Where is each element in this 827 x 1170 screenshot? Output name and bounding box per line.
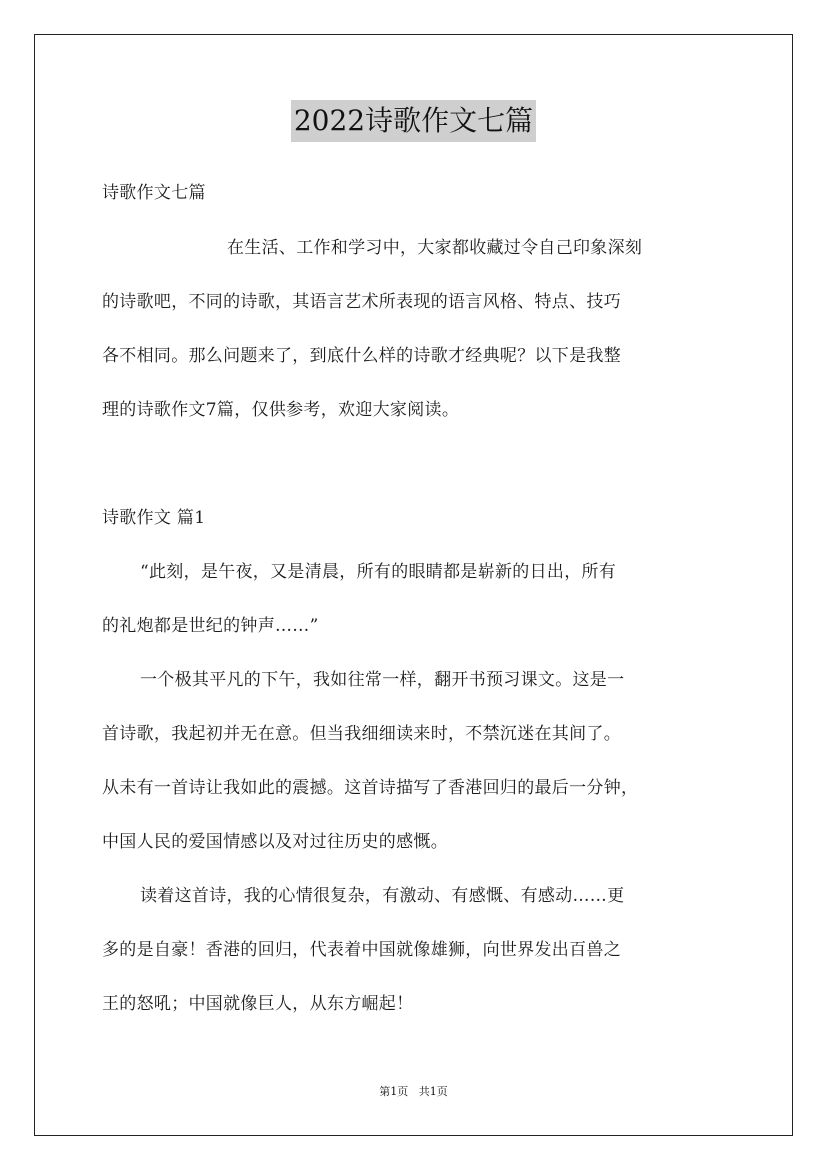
intro-line-2: 的诗歌吧，不同的诗歌，其语言艺术所表现的语言风格、特点、技巧 [102,292,621,312]
intro-line-3: 各不相同。那么问题来了，到底什么样的诗歌才经典呢？以下是我整 [102,346,621,366]
paragraph3-line-2: 多的是自豪！香港的回归，代表着中国就像雄狮，向世界发出百兽之 [102,940,621,960]
paragraph2-line-4: 中国人民的爱国情感以及对过往历史的感慨。 [102,832,448,852]
paragraph1-line-2: 的礼炮都是世纪的钟声……” [102,616,319,636]
paragraph2-line-3: 从未有一首诗让我如此的震撼。这首诗描写了香港回归的最后一分钟， [102,778,639,798]
section-heading: 诗歌作文 篇1 [102,508,206,528]
intro-line-4: 理的诗歌作文7篇，仅供参考，欢迎大家阅读。 [102,400,460,420]
paragraph1-line-1: “此刻，是午夜，又是清晨，所有的眼睛都是崭新的日出，所有 [140,562,617,582]
page-number: 第1页 [379,1085,409,1098]
document-title: 2022诗歌作文七篇 [291,100,536,142]
page-footer [0,1084,827,1100]
page-total: 共1页 [418,1085,448,1098]
paragraph3-line-1: 读着这首诗，我的心情很复杂，有激动、有感慨、有感动……更 [140,886,625,906]
paragraph3-line-3: 王的怒吼；中国就像巨人，从东方崛起！ [102,994,414,1014]
paragraph2-line-2: 首诗歌，我起初并无在意。但当我细细读来时，不禁沉迷在其间了。 [102,724,621,744]
intro-line-1: 在生活、工作和学习中，大家都收藏过令自己印象深刻 [227,238,643,258]
title-container [0,100,827,142]
subtitle: 诗歌作文七篇 [102,183,206,203]
paragraph2-line-1: 一个极其平凡的下午，我如往常一样，翻开书预习课文。这是一 [140,670,625,690]
